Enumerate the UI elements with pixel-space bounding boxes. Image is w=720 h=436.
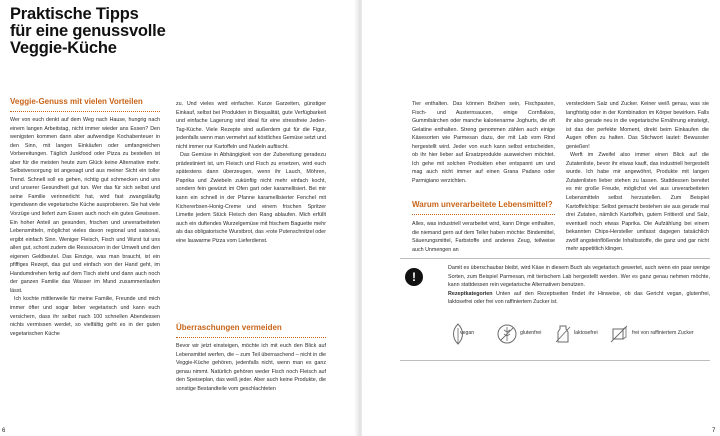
title-line-3: Veggie-Küche bbox=[10, 39, 117, 57]
text-column-2b bbox=[176, 342, 326, 393]
page-number-left: 6 bbox=[2, 428, 6, 434]
diet-label: laktosefrei bbox=[574, 330, 598, 336]
paragraph: Wer von euch denkt auf dem Weg nach Hause, hungrig nach einem langen Arbeitstag, nicht immer wieder ans Essen? Den wenigsten kommen dann aber aufwendige Kochabenteuer in den Sinn, mit langen Einkäufen oder umfangreichen Vorbereitungen. Täglich Junkfood oder Pizza zu bestellen ist aber für die meisten heute zum Glück keine Alternative mehr. Selbstversorgung ist angesagt und aus meiner Sicht ein toller Trend. Schnell soll es gehen, richtig gut schmecken und uns und unserer Gesundheit gut tun. Wer das für sich selbst und seine Familie verinnerlicht hat, wird fast zwangsläufig irgendwann die vegetarische Küche ausprobieren. Sie hat viele Vorzüge und liefert zum Essen auch noch ein gutes Gewissen. Ein hoher Anteil an gesunden, frischen und unverarbeiteten Lebensmitteln, möglichst vieles davon regional und saisonal, ergibt einfach Sinn. Weniger Fleisch, Fisch und Wurst tut uns allen gut, schont zudem die Ressourcen in der Umwelt und den eigenen Geldbeutel. Das Einzige, was man braucht, ist ein pfiffiges Rezept, das gut und einfach von der Hand geht, im Handumdrehen fertig auf dem Tisch steht und dann auch noch der ganzen Familie das Wasser im Mund zusammenlaufen lässt. bbox=[10, 117, 161, 294]
paragraph: verstecktem Salz und Zucker. Keiner weiß genau, was sie langfristig oder in der Kombination im Körper bewirken. Falls ihr also gerade neu in die vegetarische Ernährung einsteigt, ist das der perfekte Moment, direkt beim Einkaufen die Augen offen zu halten. Das Stichwort lautet: Bewusster genießen! bbox=[566, 101, 709, 150]
gluten-free-icon bbox=[496, 322, 518, 346]
heading-veggie-genuss: Veggie-Genuss mit vielen Vorteilen bbox=[10, 97, 143, 106]
diet-label: glutenfrei bbox=[520, 330, 542, 336]
heading-ueberraschungen: Überraschungen vermeiden bbox=[176, 323, 282, 332]
diet-lactosefree bbox=[552, 322, 608, 352]
heading-rule bbox=[412, 214, 555, 215]
diet-icons-row bbox=[448, 322, 708, 352]
categories-label: Rezeptkategorien bbox=[448, 290, 493, 297]
categories-text: Unten auf den Rezeptseiten findet ihr Hinweise, ob das Gericht vegan, glutenfrei, laktosefrei oder frei von raffiniertem Zucker ist. bbox=[448, 290, 710, 306]
diet-label: vegan bbox=[460, 330, 475, 336]
diet-sugarfree bbox=[608, 322, 708, 352]
info-box-bottom-rule bbox=[400, 360, 710, 361]
text-column-3 bbox=[412, 100, 555, 185]
paragraph: Werft im Zweifel also immer einen Blick auf die Zutatenliste, bevor ihr etwas kauft, das industriell hergestellt wurde. Ich habe mir angewöhnt, Produkte mit langen Zutatenlisten lieber stehen zu lassen. Stattdessen bereitet es mir große Freude, möglichst viel aus unverarbeiteten Lebensmitteln selbst herzustellen. Zum Beispiel Kartoffelchips: Selbst gemacht bestehen sie aus gerade mal drei Zutaten, nämlich Kartoffeln, gutem Frittieröl und Salz, eventuell noch etwas Paprika. Die Aufzählung bei einem bekannten Chips-Hersteller umfasst dagegen tatsächlich zwölf angsteinflößende Inhaltsstoffe, die ganz und gar nicht mehr appetitlich klingen. bbox=[566, 152, 709, 253]
heading-warum-unverarbeitet: Warum unverarbeitete Lebensmittel? bbox=[412, 200, 553, 209]
lactose-free-icon bbox=[552, 322, 574, 346]
page-number-right: 7 bbox=[712, 428, 716, 434]
left-page bbox=[0, 0, 358, 436]
heading-rule bbox=[10, 111, 160, 112]
paragraph: Bevor wir jetzt einsteigen, möchte ich mit euch den Blick auf Lebensmittel werfen, die – zum Teil überraschend – nicht in die Veggie-Küche gehören, jedenfalls nicht, wenn man es ganz genau nimmt. Natürlich gehören weder Fisch noch Fleisch auf den Speiseplan, das weiß jeder. Aber auch keine Produkte, die sonstige Bestandteile vom geschlachteten bbox=[176, 343, 326, 392]
diet-vegan bbox=[448, 322, 498, 352]
categories-paragraph bbox=[448, 290, 710, 307]
info-box-text bbox=[448, 264, 710, 307]
paragraph: Ich kochte mittlerweile für meine Familie, Freunde und mich immer öfter und sogar lieber vegetarisch und kann euch versichern, dass ihr selbst nach 100 schnellen Abendessen nichts vermissen werdet, so vielfältig geht es in der guten vegetarischen Küche bbox=[10, 296, 160, 337]
exclamation-icon: ! bbox=[405, 268, 423, 286]
paragraph: Alles, was industriell verarbeitet wird, kann Dinge enthalten, die niemand gern auf dem Teller haben möchte: Bindemittel, Säuerungsmittel, Farbstoffe und anderes Zeug, teilweise auch Unmengen an bbox=[412, 221, 555, 253]
text-column-1 bbox=[10, 116, 160, 338]
paragraph: Das Gemüse in Abhängigkeit von der Zubereitung geradezu prädestiniert ist, um Fleisch und Fisch zu ersetzen, wird euch spätestens dann überzeugen, wenn ihr Lauch, Möhren, Paprika und Zwiebeln zukünftig nicht mehr einfach kocht, sondern fein gewürzt im Ofen gart oder karamellisiert. Bei mir kann ein schnell in der Pfanne karamellisierter Fenchel mit Kichererbsen-Honig-Creme und einem frischen Spritzer Limette jedem Stück Fleisch den Rang ablaufen. Mich erfüllt auch ein duftendes Wurzelgemüse mit frischem Baguette mehr als das obligatorische Wurstbrot, das »rote Putenschnitzel oder eine lauwarme Pizza vom Lieferdienst. bbox=[176, 152, 326, 244]
text-column-2 bbox=[176, 100, 326, 245]
text-column-4 bbox=[566, 100, 709, 254]
heading-rule bbox=[176, 337, 326, 338]
title-line-2: für eine genussvolle bbox=[10, 22, 166, 40]
diet-label: frei von raffiniertem Zucker bbox=[632, 330, 694, 336]
text-column-3b bbox=[412, 220, 555, 254]
paragraph: Tier enthalten. Das können Brühen sein, Fischpasten, Fisch- und Austernsaucen, einige Cornflakes, Gummibärchen oder manche kalorienarme Joghurts, die oft Gelatine enthalten. Streng genommen zählen auch einige Käsesorten wie Parmesan dazu, der mit Lab vom Rind hergestellt wird. Jeder von euch kann selbst entscheiden, ob ihr hier lieber auf Ersatzprodukte ausweichen möchtet. Ich gehe mit solchen Produkten eher entspannt um und mag auch nicht immer auf einen Grana Padano oder Parmigiano verzichten. bbox=[412, 101, 555, 184]
diet-glutenfree bbox=[496, 322, 552, 352]
info-paragraph: Damit es überschaubar bleibt, wird Käse in diesem Buch als vegetarisch gewertet, auch wenn ein paar wenige Sorten, zum Beispiel Parmesan, mit tierischem Lab hergestellt werden. Wer es ganz genau nehmen möchte, kann stattdessen rein vegetarische Alternativen benutzen. bbox=[448, 265, 710, 289]
sugar-free-icon bbox=[608, 322, 630, 346]
title-line-1: Praktische Tipps bbox=[10, 5, 139, 23]
paragraph: zu. Und vieles wird einfacher. Kurze Garzeiten, günstiger Einkauf, selbst bei Produkten in Bioqualität, gute Verfügbarkeit und einfache Lagerung sind ideal für eine stressfreie Jeden-Tag-Küche. Viele Rezepte sind außerdem gut für die Figur, jedenfalls wenn man vermehrt auf köstliches Gemüse setzt und nicht immer nur Kartoffeln und Nudeln auftischt. bbox=[176, 101, 326, 150]
info-box-top-rule bbox=[400, 258, 710, 259]
page-title bbox=[10, 6, 166, 57]
